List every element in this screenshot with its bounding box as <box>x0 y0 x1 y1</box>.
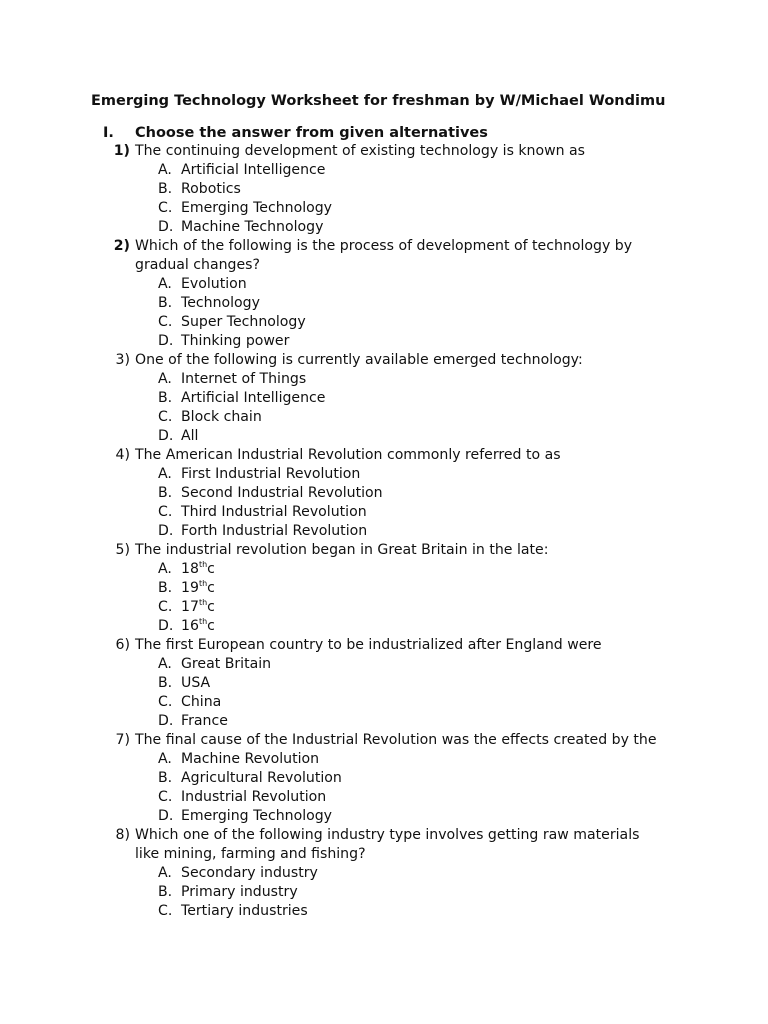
option-letter: D. <box>158 808 174 824</box>
option-text-main: Super Technology <box>181 314 306 330</box>
answer-option <box>0 750 768 769</box>
option-text-main: 16 <box>181 618 199 634</box>
question-text: The first European country to be industrialized after England were <box>135 637 602 653</box>
option-text <box>181 883 298 902</box>
option-text <box>181 750 319 769</box>
option-letter: D. <box>158 713 174 729</box>
option-text-main: Internet of Things <box>181 371 307 387</box>
option-text-main: Tertiary industries <box>181 903 308 919</box>
answer-option <box>0 408 768 427</box>
option-list <box>0 750 768 826</box>
option-text <box>181 807 332 826</box>
option-text-main: USA <box>181 675 211 691</box>
question-item <box>0 731 768 826</box>
option-text <box>181 693 221 712</box>
option-letter: A. <box>158 276 172 292</box>
option-text <box>181 218 323 237</box>
answer-option <box>0 484 768 503</box>
option-text <box>181 503 367 522</box>
question-number: 3) <box>115 352 130 368</box>
option-letter: C. <box>158 599 173 615</box>
question-text: Which one of the following industry type involves getting raw materials like mining, farming and fishing? <box>135 827 640 862</box>
answer-option <box>0 427 768 446</box>
option-letter: A. <box>158 371 172 387</box>
option-letter: D. <box>158 618 174 634</box>
option-text-main: Great Britain <box>181 656 272 672</box>
option-text <box>181 199 332 218</box>
option-list <box>0 161 768 237</box>
question-number: 2) <box>113 238 130 254</box>
option-text-main: Robotics <box>181 181 241 197</box>
option-text-main: 17 <box>181 599 199 615</box>
ordinal-superscript: th <box>198 617 208 626</box>
option-text <box>181 370 306 389</box>
option-letter: B. <box>158 580 173 596</box>
option-text <box>181 864 318 883</box>
option-text <box>181 408 262 427</box>
option-suffix: c <box>207 599 215 615</box>
option-letter: C. <box>158 409 173 425</box>
question-number: 5) <box>115 542 130 558</box>
answer-option <box>0 788 768 807</box>
option-letter: B. <box>158 770 173 786</box>
option-text-main: Emerging Technology <box>181 808 333 824</box>
option-letter: A. <box>158 656 172 672</box>
option-letter: C. <box>158 694 173 710</box>
option-suffix: c <box>207 580 215 596</box>
answer-option <box>0 617 768 636</box>
question-text: The final cause of the Industrial Revolution was the effects created by the <box>135 732 657 748</box>
question-number: 8) <box>115 827 130 843</box>
question-number: 7) <box>115 732 130 748</box>
answer-option <box>0 560 768 579</box>
option-letter: D. <box>158 333 174 349</box>
option-text-main: Primary industry <box>181 884 298 900</box>
option-letter: C. <box>158 504 173 520</box>
option-suffix: c <box>207 618 215 634</box>
answer-option <box>0 161 768 180</box>
answer-option <box>0 902 768 921</box>
option-letter: A. <box>158 865 172 881</box>
answer-option <box>0 693 768 712</box>
ordinal-superscript: th <box>198 598 208 607</box>
option-letter: C. <box>158 314 173 330</box>
option-text <box>181 522 367 541</box>
option-letter: A. <box>158 162 172 178</box>
option-text-main: Artificial Intelligence <box>181 162 326 178</box>
option-list <box>0 275 768 351</box>
option-list <box>0 560 768 636</box>
answer-option <box>0 180 768 199</box>
answer-option <box>0 522 768 541</box>
question-text: The industrial revolution began in Great Britain in the late: <box>135 542 549 558</box>
option-text-main: China <box>181 694 222 710</box>
option-text <box>181 180 241 199</box>
option-text <box>181 161 325 180</box>
option-text <box>181 313 306 332</box>
option-text-main: 19 <box>181 580 199 596</box>
option-text <box>181 674 210 693</box>
option-text <box>181 579 215 598</box>
option-text <box>181 294 260 313</box>
option-text-main: Technology <box>181 295 260 311</box>
ordinal-superscript: th <box>198 579 208 588</box>
question-item <box>0 541 768 636</box>
option-text-main: Machine Revolution <box>181 751 320 767</box>
option-letter: B. <box>158 390 173 406</box>
answer-option <box>0 655 768 674</box>
option-text <box>181 389 325 408</box>
answer-option <box>0 883 768 902</box>
option-text-main: Block chain <box>181 409 262 425</box>
option-text-main: Evolution <box>181 276 247 292</box>
option-text <box>181 427 198 446</box>
answer-option <box>0 218 768 237</box>
option-text <box>181 902 308 921</box>
document-title: Emerging Technology Worksheet for freshman by W/Michael Wondimu <box>91 93 666 109</box>
question-number: 1) <box>113 143 130 159</box>
option-letter: D. <box>158 523 174 539</box>
option-text-main: Emerging Technology <box>181 200 333 216</box>
section-heading <box>0 123 768 143</box>
option-text-main: All <box>181 428 199 444</box>
option-text <box>181 712 228 731</box>
option-letter: B. <box>158 675 173 691</box>
option-text-main: 18 <box>181 561 199 577</box>
question-item <box>0 636 768 731</box>
question-text: The American Industrial Revolution commonly referred to as <box>135 447 561 463</box>
answer-option <box>0 313 768 332</box>
option-list <box>0 655 768 731</box>
answer-option <box>0 370 768 389</box>
answer-option <box>0 769 768 788</box>
option-text <box>181 465 360 484</box>
answer-option <box>0 275 768 294</box>
question-text: The continuing development of existing technology is known as <box>135 143 586 159</box>
option-list <box>0 370 768 446</box>
section-numeral: I. <box>103 125 114 141</box>
question-item <box>0 826 768 921</box>
option-text-main: Third Industrial Revolution <box>181 504 367 520</box>
option-letter: C. <box>158 789 173 805</box>
answer-option <box>0 579 768 598</box>
question-item <box>0 351 768 446</box>
option-text <box>181 332 289 351</box>
answer-option <box>0 332 768 351</box>
ordinal-superscript: th <box>198 560 208 569</box>
option-letter: A. <box>158 751 172 767</box>
question-number: 6) <box>115 637 130 653</box>
option-text <box>181 617 215 636</box>
option-letter: A. <box>158 561 172 577</box>
option-text-main: First Industrial Revolution <box>181 466 361 482</box>
question-number: 4) <box>115 447 130 463</box>
section-heading-text: Choose the answer from given alternatives <box>135 125 488 141</box>
option-list <box>0 465 768 541</box>
answer-option <box>0 465 768 484</box>
option-letter: B. <box>158 485 173 501</box>
question-item <box>0 237 768 351</box>
option-text-main: Forth Industrial Revolution <box>181 523 368 539</box>
option-text <box>181 275 247 294</box>
question-item <box>0 446 768 541</box>
answer-option <box>0 199 768 218</box>
option-text <box>181 788 326 807</box>
question-text: Which of the following is the process of development of technology by gradual changes? <box>135 238 633 273</box>
answer-option <box>0 294 768 313</box>
option-letter: D. <box>158 428 174 444</box>
option-text <box>181 598 215 617</box>
answer-option <box>0 807 768 826</box>
option-text-main: Second Industrial Revolution <box>181 485 383 501</box>
option-text-main: France <box>181 713 228 729</box>
option-text <box>181 484 383 503</box>
answer-option <box>0 389 768 408</box>
answer-option <box>0 712 768 731</box>
option-text-main: Machine Technology <box>181 219 324 235</box>
option-suffix: c <box>207 561 215 577</box>
option-list <box>0 864 768 921</box>
question-list <box>0 142 768 921</box>
option-text-main: Artificial Intelligence <box>181 390 326 406</box>
option-letter: C. <box>158 200 173 216</box>
answer-option <box>0 674 768 693</box>
option-letter: C. <box>158 903 173 919</box>
option-text <box>181 560 215 579</box>
option-letter: D. <box>158 219 174 235</box>
option-text <box>181 655 271 674</box>
question-text: One of the following is currently available emerged technology: <box>135 352 583 368</box>
option-letter: B. <box>158 884 173 900</box>
option-letter: B. <box>158 181 173 197</box>
answer-option <box>0 503 768 522</box>
option-text-main: Industrial Revolution <box>181 789 327 805</box>
option-letter: A. <box>158 466 172 482</box>
question-item <box>0 142 768 237</box>
answer-option <box>0 864 768 883</box>
option-text-main: Agricultural Revolution <box>181 770 342 786</box>
answer-option <box>0 598 768 617</box>
option-text-main: Thinking power <box>181 333 290 349</box>
option-text-main: Secondary industry <box>181 865 318 881</box>
option-letter: B. <box>158 295 173 311</box>
option-text <box>181 769 342 788</box>
